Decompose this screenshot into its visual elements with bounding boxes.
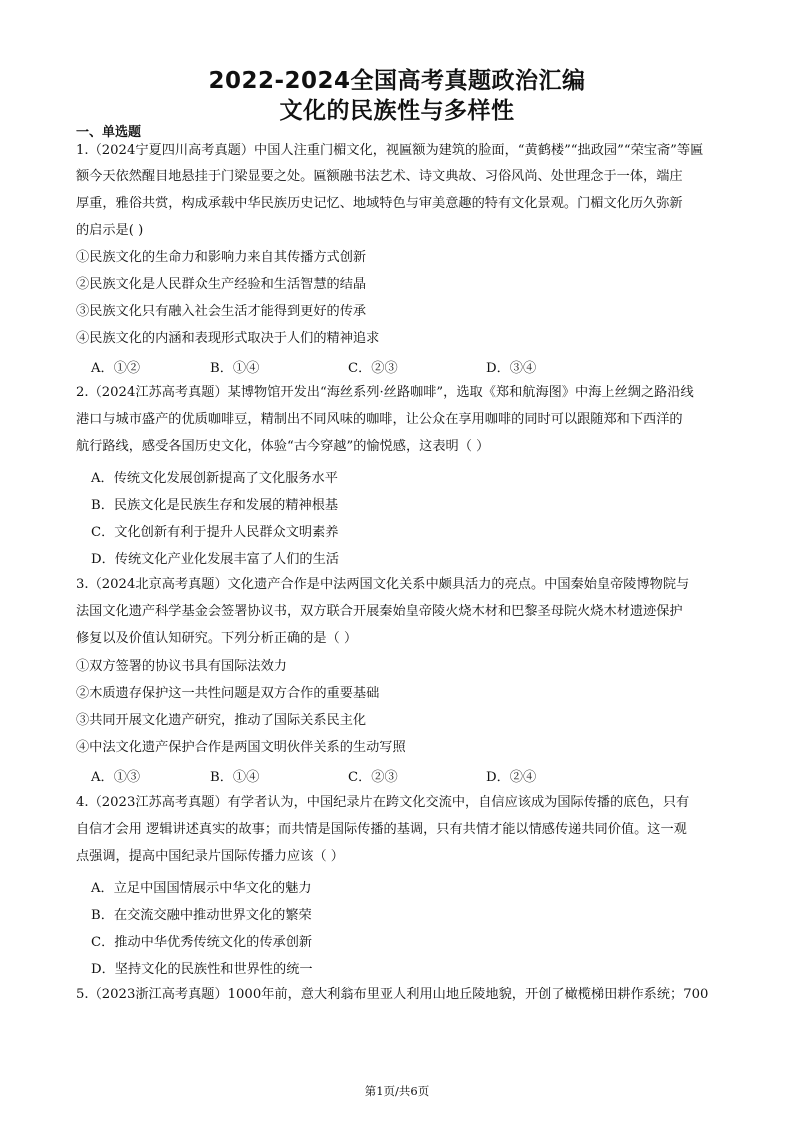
document-subtitle: 文化的民族性与多样性 bbox=[279, 98, 515, 124]
q1-statement: ②民族文化是人民群众生产经验和生活智慧的结晶 bbox=[76, 277, 367, 292]
q2-stem-line: 2.（2024江苏高考真题）某博物馆开发出“海丝系列·丝路咖啡”，选取《郑和航海图》中海上丝绸之路沿线 bbox=[76, 385, 694, 400]
q1-statement: ③民族文化只有融入社会生活才能得到更好的传承 bbox=[76, 304, 367, 319]
q1-stem-line: 厚重，雅俗共赏，构成承载中华民族历史记忆、地域特色与审美意趣的特有文化景观。门楣文化历久弥新 bbox=[76, 196, 683, 211]
q1-option-a[interactable]: A．①② bbox=[91, 361, 141, 376]
q1-option-b[interactable]: B．①④ bbox=[210, 361, 260, 376]
q2-option-a[interactable]: A．传统文化发展创新提高了文化服务水平 bbox=[91, 471, 338, 486]
q2-stem-line: 港口与城市盛产的优质咖啡豆，精制出不同风味的咖啡，让公众在享用咖啡的同时可以跟随郑和下西洋的 bbox=[76, 412, 683, 427]
q4-stem-line: 4.（2023江苏高考真题）有学者认为，中国纪录片在跨文化交流中，自信应该成为国际传播的底色，只有 bbox=[76, 795, 690, 810]
q3-stem-line: 法国文化遗产科学基金会签署协议书，双方联合开展秦始皇帝陵火烧木材和巴黎圣母院火烧木材遗迹保护 bbox=[76, 604, 683, 619]
q5-stem-line: 5.（2023浙江高考真题）1000年前，意大利翁布里亚人利用山地丘陵地貌，开创了橄榄梯田耕作系统；700 bbox=[76, 987, 709, 1002]
q1-option-d[interactable]: D．③④ bbox=[486, 361, 537, 376]
q3-statement: ①双方签署的协议书具有国际法效力 bbox=[76, 659, 287, 674]
q3-stem-line: 修复以及价值认知研究。下列分析正确的是（ ） bbox=[76, 631, 358, 646]
q1-stem-line: 的启示是( ) bbox=[76, 223, 144, 238]
q3-option-c[interactable]: C．②③ bbox=[348, 770, 398, 785]
q3-statement: ④中法文化遗产保护合作是两国文明伙伴关系的生动写照 bbox=[76, 740, 406, 755]
q4-option-b[interactable]: B．在交流交融中推动世界文化的繁荣 bbox=[91, 908, 312, 923]
q3-statement: ③共同开展文化遗产研究，推动了国际关系民主化 bbox=[76, 713, 367, 728]
q3-option-b[interactable]: B．①④ bbox=[210, 770, 260, 785]
q4-stem-line: 自信才会用 逻辑讲述真实的故事；而共情是国际传播的基调，只有共情才能以情感传递共同价值。这一观 bbox=[76, 822, 687, 837]
q3-option-a[interactable]: A．①③ bbox=[91, 770, 141, 785]
page-footer: 第1页/共6页 bbox=[364, 1084, 430, 1098]
q4-option-a[interactable]: A．立足中国国情展示中华文化的魅力 bbox=[91, 881, 312, 896]
document-title: 2022-2024全国高考真题政治汇编 bbox=[208, 68, 586, 94]
q2-option-b[interactable]: B．民族文化是民族生存和发展的精神根基 bbox=[91, 498, 339, 513]
q3-stem-line: 3.（2024北京高考真题）文化遗产合作是中法两国文化关系中颇具活力的亮点。中国秦始皇帝陵博物院与 bbox=[76, 577, 690, 592]
q3-option-d[interactable]: D．②④ bbox=[486, 770, 537, 785]
q3-statement: ②木质遗存保护这一共性问题是双方合作的重要基础 bbox=[76, 686, 380, 701]
q1-stem-line: 1.（2024宁夏四川高考真题）中国人注重门楣文化，视匾额为建筑的脸面，“黄鹤楼”“拙政园”“荣宝斋”等匾 bbox=[76, 143, 704, 158]
q1-stem-line: 额今天依然醒目地悬挂于门梁显要之处。匾额融书法艺术、诗文典故、习俗风尚、处世理念于一体，端庄 bbox=[76, 169, 683, 184]
q4-option-c[interactable]: C．推动中华优秀传统文化的传承创新 bbox=[91, 935, 313, 950]
q4-option-d[interactable]: D．坚持文化的民族性和世界性的统一 bbox=[91, 962, 313, 977]
q4-stem-line: 点强调，提高中国纪录片国际传播力应该（ ） bbox=[76, 849, 344, 864]
q1-option-c[interactable]: C．②③ bbox=[348, 361, 398, 376]
q1-statement: ①民族文化的生命力和影响力来自其传播方式创新 bbox=[76, 250, 367, 265]
q1-statement: ④民族文化的内涵和表现形式取决于人们的精神追求 bbox=[76, 331, 380, 346]
q2-stem-line: 航行路线，感受各国历史文化，体验“古今穿越”的愉悦感，这表明（ ） bbox=[76, 439, 490, 454]
section-heading: 一、单选题 bbox=[76, 125, 142, 140]
q2-option-d[interactable]: D．传统文化产业化发展丰富了人们的生活 bbox=[91, 552, 339, 567]
q2-option-c[interactable]: C．文化创新有利于提升人民群众文明素养 bbox=[91, 525, 339, 540]
